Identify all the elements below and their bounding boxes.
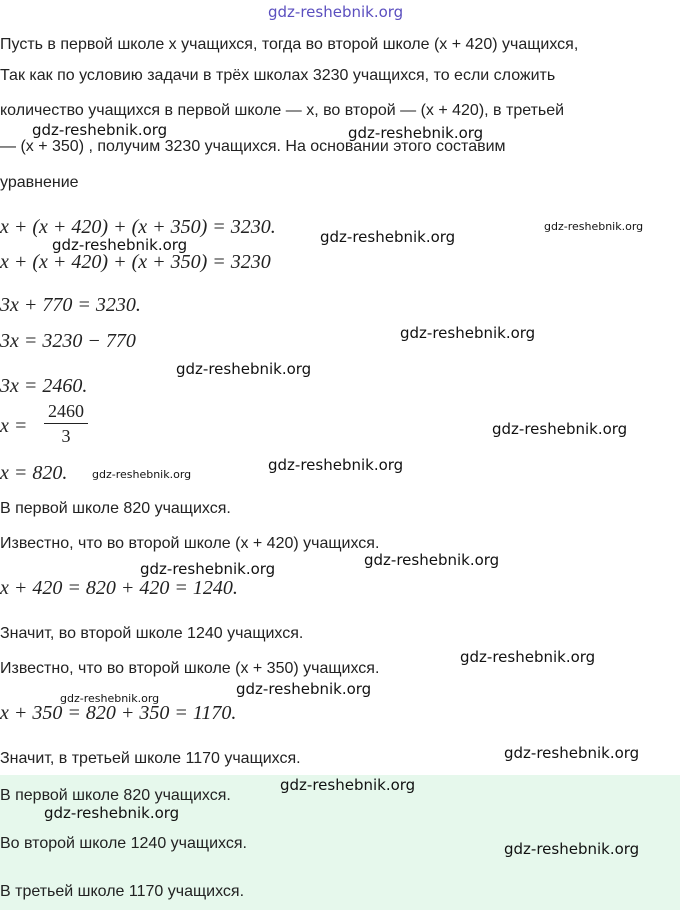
step-5: Известно, что во второй школе (x + 350) учащихся.	[0, 660, 380, 677]
step-1: В первой школе 820 учащихся.	[0, 500, 231, 517]
watermark: gdz-reshebnik.org	[460, 648, 596, 666]
watermark: gdz-reshebnik.org	[320, 228, 456, 246]
fraction-numerator: 2460	[48, 401, 84, 421]
answer-line-2: Во второй школе 1240 учащихся.	[0, 835, 247, 852]
fraction-denominator: 3	[61, 426, 71, 446]
watermark: gdz-reshebnik.org	[348, 124, 484, 142]
watermark: gdz-reshebnik.org	[400, 324, 536, 342]
watermark: gdz-reshebnik.org	[268, 456, 404, 474]
watermark: gdz-reshebnik.org	[236, 680, 372, 698]
step-3-equation: x + 420 = 820 + 420 = 1240.	[0, 577, 238, 599]
watermark: gdz-reshebnik.org	[44, 804, 180, 822]
equation-3: 3x + 770 = 3230.	[0, 294, 141, 316]
watermark: gdz-reshebnik.org	[60, 692, 160, 705]
answer-line-3: В третьей школе 1170 учащихся.	[0, 883, 245, 900]
step-7: Значит, в третьей школе 1170 учащихся.	[0, 750, 301, 767]
fraction-bar	[44, 423, 88, 424]
intro-line-4: — (x + 350) , получим 3230 учащихся. На основании этого составим	[0, 138, 506, 155]
watermark: gdz-reshebnik.org	[364, 551, 500, 569]
watermark: gdz-reshebnik.org	[52, 236, 188, 254]
watermark: gdz-reshebnik.org	[504, 744, 640, 762]
intro-line-3: количество учащихся в первой школе — x, во второй — (x + 420), в третьей	[0, 102, 565, 119]
step-6-equation: x + 350 = 820 + 350 = 1170.	[0, 702, 237, 724]
watermark: gdz-reshebnik.org	[504, 840, 640, 858]
equation-5: 3x = 2460.	[0, 375, 88, 397]
step-4: Значит, во второй школе 1240 учащихся.	[0, 625, 304, 642]
equation-6-lhs: x =	[0, 415, 28, 437]
watermark: gdz-reshebnik.org	[492, 420, 628, 438]
intro-line-5: уравнение	[0, 174, 79, 191]
watermark-top: gdz-reshebnik.org	[268, 3, 404, 21]
watermark: gdz-reshebnik.org	[140, 560, 276, 578]
watermark: gdz-reshebnik.org	[176, 360, 312, 378]
watermark: gdz-reshebnik.org	[32, 121, 168, 139]
watermark: gdz-reshebnik.org	[92, 468, 192, 481]
intro-line-1: Пусть в первой школе x учащихся, тогда во второй школе (x + 420) учащихся,	[0, 36, 579, 53]
equation-1: x + (x + 420) + (x + 350) = 3230.	[0, 216, 276, 238]
watermark: gdz-reshebnik.org	[280, 776, 416, 794]
intro-line-2: Так как по условию задачи в трёх школах 3230 учащихся, то если сложить	[0, 67, 556, 84]
step-2: Известно, что во второй школе (x + 420) учащихся.	[0, 535, 380, 552]
watermark: gdz-reshebnik.org	[544, 220, 644, 233]
equation-2: x + (x + 420) + (x + 350) = 3230	[0, 251, 271, 273]
equation-4: 3x = 3230 − 770	[0, 330, 136, 352]
answer-line-1: В первой школе 820 учащихся.	[0, 787, 231, 804]
equation-7: x = 820.	[0, 462, 68, 484]
